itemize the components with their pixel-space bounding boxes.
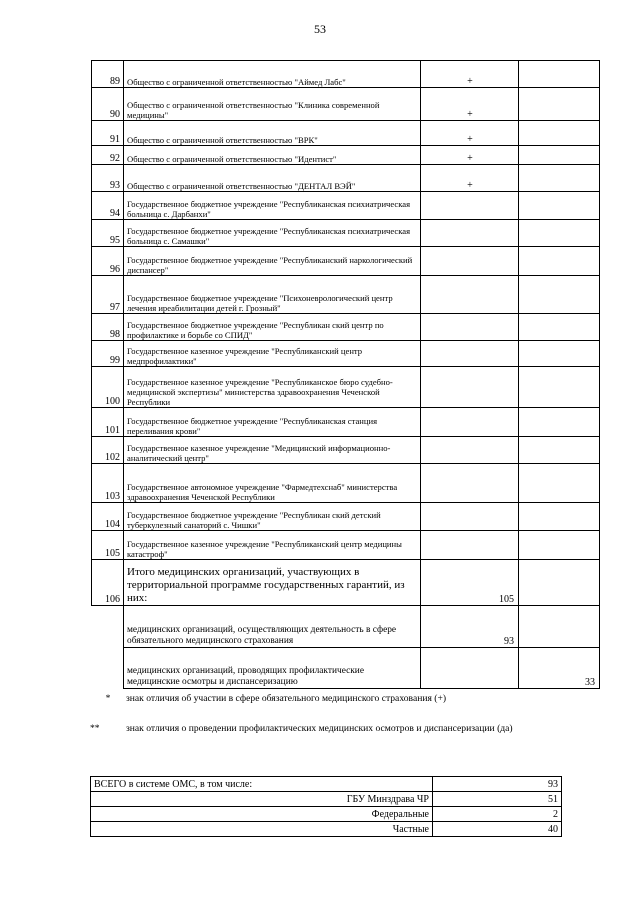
- total-row: [92, 560, 600, 606]
- organization-name: Государственное бюджетное учреждение "Республиканская станция переливания крови": [124, 408, 421, 437]
- subtotal-label: медицинских организаций, проводящих профилактические медицинские осмотры и диспансеризацию: [124, 647, 421, 688]
- organization-name: Государственное бюджетное учреждение "Республиканская психиатрическая больница с. Самашки": [124, 220, 421, 247]
- footnote-prof: [90, 723, 600, 735]
- table-row: [92, 503, 600, 531]
- table-row: [92, 88, 600, 121]
- row-number: 95: [92, 220, 124, 247]
- organization-name: Общество с ограниченной ответственностью "ДЕНТАЛ ВЭЙ": [124, 165, 421, 192]
- table-row: [92, 276, 600, 314]
- table-row: [92, 314, 600, 341]
- table-row: [92, 220, 600, 247]
- prof-mark: [519, 437, 600, 464]
- summary-label: ВСЕГО в системе ОМС, в том числе:: [91, 777, 433, 792]
- organization-name: Государственное казенное учреждение "Медицинский информационно-аналитический центр": [124, 437, 421, 464]
- total-prof-count: [519, 560, 600, 606]
- prof-mark: [519, 121, 600, 146]
- prof-mark: [519, 314, 600, 341]
- organization-name: Общество с ограниченной ответственностью "Идентист": [124, 146, 421, 165]
- row-number: 98: [92, 314, 124, 341]
- organization-name: Государственное бюджетное учреждение "Психоневрологический центр лечения иреабилитации детей г. Грозный": [124, 276, 421, 314]
- oms-mark: [421, 464, 519, 503]
- oms-mark: +: [421, 165, 519, 192]
- summary-table: [90, 776, 562, 837]
- prof-mark: [519, 341, 600, 367]
- organization-name: Государственное бюджетное учреждение "Республикан ский детский туберкулезный санаторий с. Чишки": [124, 503, 421, 531]
- table-row: [92, 464, 600, 503]
- organization-name: Государственное казенное учреждение "Республиканский центр медпрофилактики": [124, 341, 421, 367]
- footnote-mark: *: [105, 693, 111, 704]
- prof-mark: [519, 503, 600, 531]
- table-row: [92, 437, 600, 464]
- row-number: 100: [92, 367, 124, 408]
- row-number: 102: [92, 437, 124, 464]
- oms-mark: [421, 247, 519, 276]
- table-row: [92, 408, 600, 437]
- subtotal-label: медицинских организаций, осуществляющих деятельность в сфере обязательного медицинского страхования: [124, 606, 421, 648]
- footnote-text: знак отличия о проведении профилактических медицинских осмотров и диспансеризации (да): [126, 723, 513, 734]
- prof-mark: [519, 165, 600, 192]
- prof-mark: [519, 88, 600, 121]
- row-number: 103: [92, 464, 124, 503]
- summary-row: [91, 807, 562, 822]
- row-number: 93: [92, 165, 124, 192]
- footnote-mark: **: [90, 723, 100, 734]
- prof-mark: [519, 464, 600, 503]
- oms-mark: +: [421, 61, 519, 88]
- oms-mark: [421, 408, 519, 437]
- organization-name: Государственное казенное учреждение "Республиканский центр медицины катастроф": [124, 531, 421, 560]
- row-number: 91: [92, 121, 124, 146]
- footnote-text: знак отличия об участии в сфере обязательного медицинского страхования (+): [126, 693, 447, 704]
- summary-row: [91, 777, 562, 792]
- row-number: 90: [92, 88, 124, 121]
- table-row: [92, 165, 600, 192]
- organization-name: Общество с ограниченной ответственностью "Аймед Лабс": [124, 61, 421, 88]
- oms-mark: [421, 276, 519, 314]
- row-number: 89: [92, 61, 124, 88]
- summary-value: 40: [433, 822, 562, 837]
- total-label: Итого медицинских организаций, участвующих в территориальной программе государственных гарантий, из них:: [124, 560, 421, 606]
- oms-mark: +: [421, 146, 519, 165]
- organization-name: Государственное казенное учреждение "Республиканское бюро судебно-медицинской экспертизы" министерства здравоохранения Чеченской Республики: [124, 367, 421, 408]
- row-number: 96: [92, 247, 124, 276]
- row-number: 94: [92, 192, 124, 220]
- table-row: [92, 247, 600, 276]
- prof-mark: [519, 276, 600, 314]
- blank-cell: [92, 606, 124, 648]
- blank-cell: [92, 647, 124, 688]
- row-number: 105: [92, 531, 124, 560]
- summary-row: [91, 792, 562, 807]
- total-oms-count: 105: [421, 560, 519, 606]
- oms-mark: +: [421, 88, 519, 121]
- organization-name: Государственное бюджетное учреждение "Республиканский наркологический диспансер": [124, 247, 421, 276]
- table-row: [92, 146, 600, 165]
- oms-mark: [421, 341, 519, 367]
- prof-mark: [519, 146, 600, 165]
- row-number: 97: [92, 276, 124, 314]
- oms-mark: [421, 503, 519, 531]
- subtotal-row: [92, 647, 600, 688]
- oms-mark: [421, 192, 519, 220]
- summary-label: Федеральные: [91, 807, 433, 822]
- organization-name: Государственное бюджетное учреждение "Республикан ский центр по профилактике и борьбе со СПИД": [124, 314, 421, 341]
- summary-value: 51: [433, 792, 562, 807]
- prof-mark: [519, 61, 600, 88]
- prof-mark: [519, 531, 600, 560]
- summary-label: ГБУ Минздрава ЧР: [91, 792, 433, 807]
- row-number: 101: [92, 408, 124, 437]
- summary-value: 2: [433, 807, 562, 822]
- table-row: [92, 531, 600, 560]
- subtotal-oms-count: 93: [421, 606, 519, 648]
- organization-name: Государственное автономное учреждение "Фармедтехснаб" министерства здравоохранения Чеченской Республики: [124, 464, 421, 503]
- summary-label: Частные: [91, 822, 433, 837]
- row-number: 104: [92, 503, 124, 531]
- organizations-table: [91, 60, 600, 689]
- row-number: 92: [92, 146, 124, 165]
- prof-mark: [519, 220, 600, 247]
- subtotal-prof-count: [519, 606, 600, 648]
- prof-mark: [519, 247, 600, 276]
- oms-mark: [421, 314, 519, 341]
- table-row: [92, 341, 600, 367]
- organization-name: Государственное бюджетное учреждение "Республиканская психиатрическая больница с. Дарбанхи": [124, 192, 421, 220]
- oms-mark: [421, 531, 519, 560]
- row-number: 106: [92, 560, 124, 606]
- page-number: 53: [314, 22, 326, 36]
- table-row: [92, 61, 600, 88]
- organization-name: Общество с ограниченной ответственностью "Клиника современной медицины": [124, 88, 421, 121]
- subtotal-row: [92, 606, 600, 648]
- summary-value: 93: [433, 777, 562, 792]
- oms-mark: +: [421, 121, 519, 146]
- footnote-oms: [90, 693, 600, 705]
- subtotal-prof-count: 33: [519, 647, 600, 688]
- table-row: [92, 121, 600, 146]
- row-number: 99: [92, 341, 124, 367]
- oms-mark: [421, 220, 519, 247]
- table-row: [92, 192, 600, 220]
- oms-mark: [421, 437, 519, 464]
- prof-mark: [519, 408, 600, 437]
- oms-mark: [421, 367, 519, 408]
- summary-row: [91, 822, 562, 837]
- organization-name: Общество с ограниченной ответственностью "ВРК": [124, 121, 421, 146]
- table-row: [92, 367, 600, 408]
- prof-mark: [519, 367, 600, 408]
- prof-mark: [519, 192, 600, 220]
- subtotal-oms-count: [421, 647, 519, 688]
